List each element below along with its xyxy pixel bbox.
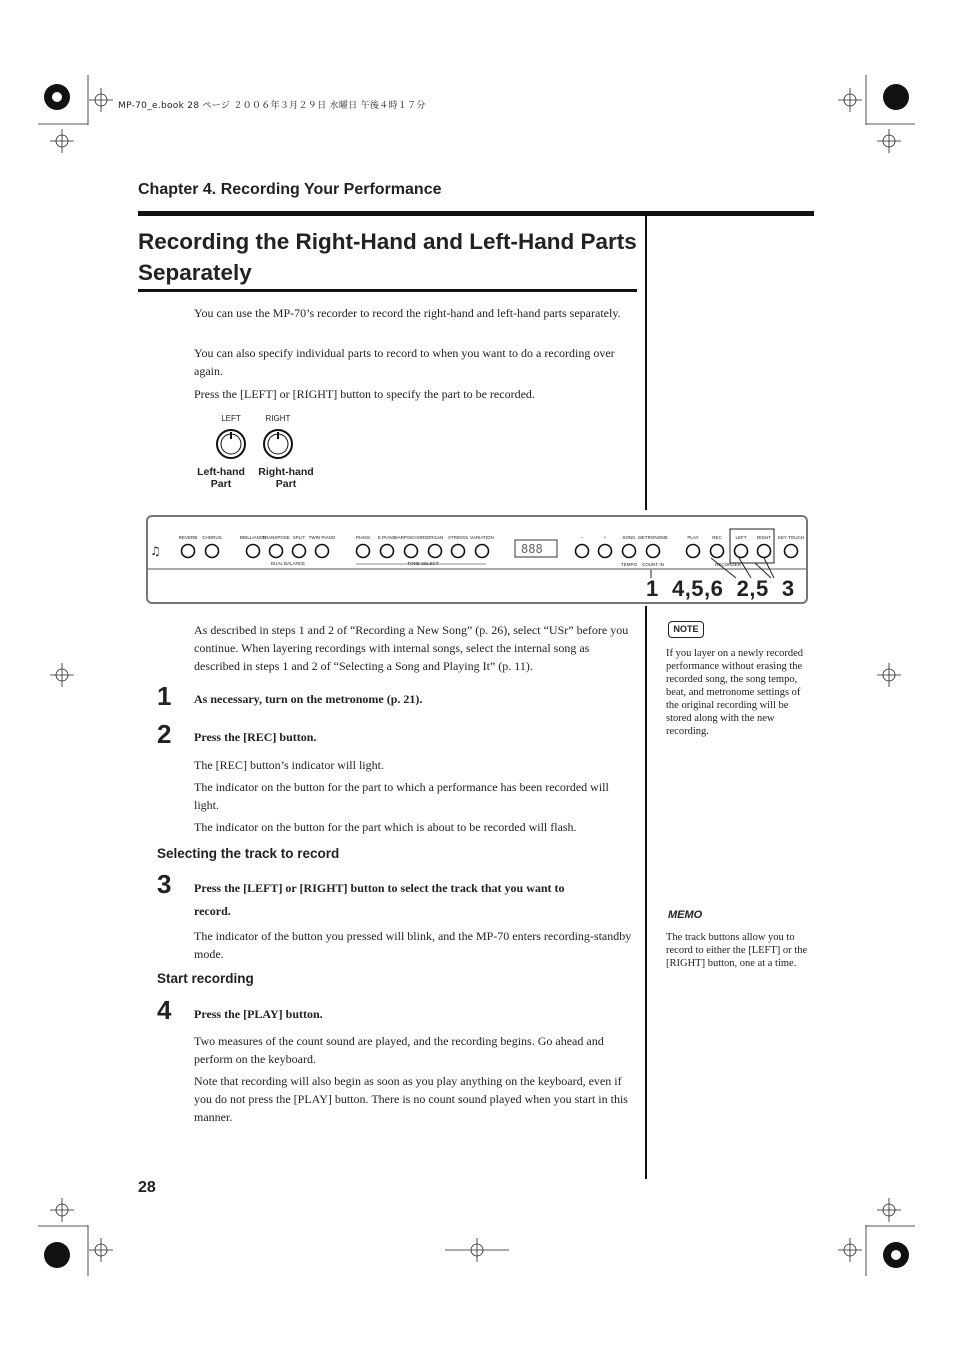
panel-label-14: SONG — [622, 535, 636, 540]
panel-label-2: BRILLIANCE — [239, 535, 267, 540]
step-4-number: 4 — [157, 995, 172, 1025]
panel-knob-6 — [357, 545, 370, 558]
panel-knob-11 — [476, 545, 489, 558]
left-hand-caption: Left-hand Part — [197, 466, 245, 490]
panel-label-0: REVERB — [178, 535, 198, 540]
panel-label-9: ORGAN — [426, 535, 444, 540]
panel-label-7: E.PIANO — [377, 535, 397, 540]
panel-knob-5 — [316, 545, 329, 558]
step-4-detail-1: Two measures of the count sound are played, and the recording begins. Go ahead and perform on the keyboard. — [194, 1034, 604, 1066]
step-1-text: As necessary, turn on the metronome (p. 21). — [194, 692, 423, 706]
panel-knob-12 — [576, 545, 589, 558]
note-text: If you layer on a newly recorded performance without erasing the recorded song, the song tempo, beat, and metronome settings of the original recording will be stored along with the new recording. — [666, 648, 804, 737]
panel-label-16: PLAY — [687, 535, 699, 540]
step-4-detail-2: Note that recording will also begin as soon as you play anything on the keyboard, even if you do not press the [PLAY] button. There is no count sound played when you start in this manner. — [194, 1074, 628, 1124]
intro-para-3: Press the [LEFT] or [RIGHT] button to specify the part to be recorded. — [194, 387, 535, 401]
panel-knob-18 — [735, 545, 748, 558]
panel-label-20: KEY TOUCH — [777, 535, 805, 540]
panel-label-5: TWIN PIANO — [308, 535, 336, 540]
column-divider — [645, 216, 647, 510]
panel-knob-2 — [247, 545, 260, 558]
right-button-label: RIGHT — [265, 414, 291, 423]
step-1-number: 1 — [157, 681, 172, 711]
subhead-start-recording: Start recording — [157, 971, 254, 986]
panel-display: 888 — [521, 542, 543, 556]
step-2-detail-2: The indicator on the button for the part to which a performance has been recorded will light. — [194, 780, 609, 812]
title-rule — [138, 289, 637, 292]
panel-label-3: TRANSPOSE — [262, 535, 290, 540]
intro-para-2: You can also specify individual parts to record to when you want to do a recording over again. — [194, 346, 615, 378]
panel-knob-20 — [785, 545, 798, 558]
panel-knob-9 — [429, 545, 442, 558]
panel-knob-4 — [293, 545, 306, 558]
panel-label-18: LEFT — [735, 535, 747, 540]
panel-knob-3 — [270, 545, 283, 558]
panel-sublabel-0: DUAL BALANCE — [270, 561, 306, 566]
memo-badge: MEMO — [668, 909, 703, 921]
step-2-number: 2 — [157, 719, 172, 749]
panel-label-13: + — [603, 535, 607, 540]
panel-knob-19 — [758, 545, 771, 558]
panel-knob-0 — [182, 545, 195, 558]
left-button-label: LEFT — [221, 414, 241, 423]
step-3-text-cont: record. — [194, 904, 231, 918]
chapter-title: Chapter 4. Recording Your Performance — [138, 181, 442, 198]
step-2-detail-1: The [REC] button’s indicator will light. — [194, 758, 384, 772]
subhead-select-track: Selecting the track to record — [157, 846, 340, 861]
step-3-number: 3 — [157, 869, 172, 899]
right-hand-caption: Right-hand Part — [258, 466, 314, 490]
panel-knob-13 — [599, 545, 612, 558]
left-right-buttons-figure — [214, 428, 296, 462]
panel-label-4: SPLIT — [292, 535, 306, 540]
column-divider-lower — [645, 606, 647, 1179]
panel-sublabel-4: RECORDER — [715, 562, 741, 567]
note-badge: NOTE — [668, 621, 704, 638]
svg-text:♫: ♫ — [150, 544, 161, 558]
panel-knob-16 — [687, 545, 700, 558]
prep-text: As described in steps 1 and 2 of “Recording a New Song” (p. 26), select “USr” before you continue. When layering recordings with internal songs, select the internal song as described in steps 1 and 2 of “Selecting a Song and Playing It” (p. 11). — [194, 623, 629, 673]
step-2-text: Press the [REC] button. — [194, 730, 317, 744]
panel-label-11: VARIATION — [470, 535, 494, 540]
panel-label-1: CHORUS — [202, 535, 222, 540]
step-2-detail-3: The indicator on the button for the part which is about to be recorded will flash. — [194, 820, 577, 834]
panel-knob-1 — [206, 545, 219, 558]
print-header: MP-70_e.book 28 ページ ２００６年３月２９日 水曜日 午後４時１７分 — [118, 101, 426, 111]
step-3-text: Press the [LEFT] or [RIGHT] button to select the track that you want to — [194, 881, 565, 895]
panel-label-15: METRONOME — [638, 535, 668, 540]
panel-knob-14 — [623, 545, 636, 558]
panel-knob-17 — [711, 545, 724, 558]
intro-para-1: You can use the MP-70’s recorder to record the right-hand and left-hand parts separately. — [194, 306, 621, 320]
step-4-text: Press the [PLAY] button. — [194, 1007, 323, 1021]
panel-knob-8 — [405, 545, 418, 558]
panel-knob-15 — [647, 545, 660, 558]
panel-label-10: STRINGS — [447, 535, 469, 540]
panel-label-19: RIGHT — [757, 535, 771, 540]
panel-knob-10 — [452, 545, 465, 558]
panel-sublabel-1: TONE SELECT — [407, 561, 439, 566]
section-title: Recording the Right-Hand and Left-Hand Parts Separately — [138, 229, 637, 285]
panel-sublabel-3: COUNT IN — [642, 562, 664, 567]
top-rule — [138, 211, 814, 216]
panel-label-6: PIANO — [355, 535, 371, 540]
step-3-detail: The indicator of the button you pressed will blink, and the MP-70 enters recording-standby mode. — [194, 929, 632, 961]
panel-label-17: REC — [712, 535, 722, 540]
panel-label-8: HARPSICHORD — [394, 535, 428, 540]
panel-label-12: – — [580, 535, 584, 540]
panel-knob-7 — [381, 545, 394, 558]
page-number: 28 — [138, 1179, 156, 1196]
panel-sublabel-2: TEMPO — [620, 562, 638, 567]
memo-text: The track buttons allow you to record to either the [LEFT] or the [RIGHT] button, one at a time. — [666, 932, 808, 969]
step-callouts: 1 4,5,6 2,5 3 — [646, 576, 795, 601]
